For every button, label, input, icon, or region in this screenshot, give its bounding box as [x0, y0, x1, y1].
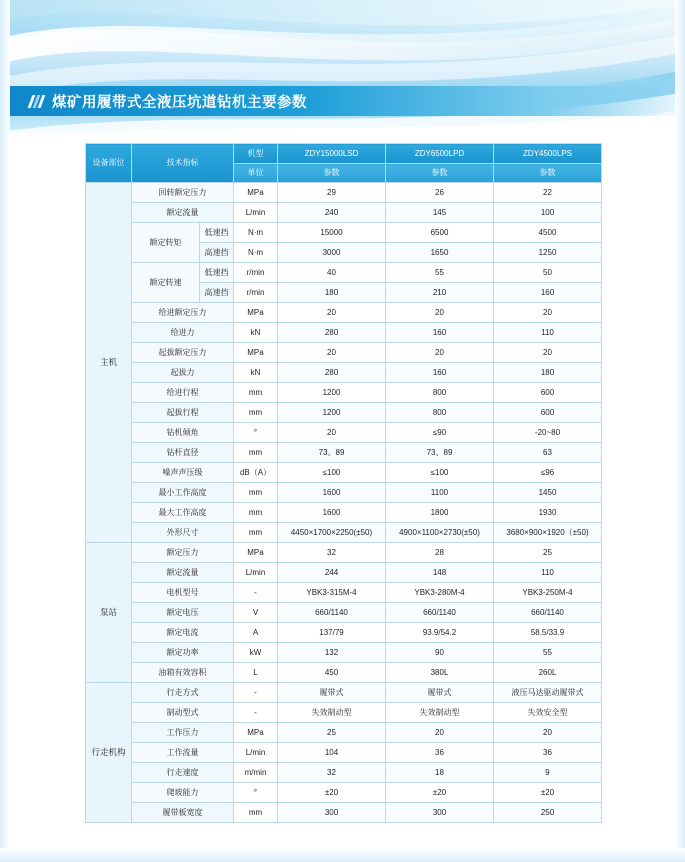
row-value-2: 36 [386, 743, 494, 763]
row-value-1: 3000 [278, 243, 386, 263]
row-label: 额定转速 [132, 263, 200, 303]
row-unit: r/min [234, 283, 278, 303]
row-value-3: 260L [494, 663, 602, 683]
row-unit: V [234, 603, 278, 623]
row-value-1: 244 [278, 563, 386, 583]
row-value-1: 300 [278, 803, 386, 823]
header-param-2: 参数 [386, 164, 494, 183]
row-value-3: 20 [494, 723, 602, 743]
row-value-1: 280 [278, 323, 386, 343]
row-value-3: 50 [494, 263, 602, 283]
row-unit: - [234, 703, 278, 723]
row-value-3: 110 [494, 323, 602, 343]
row-value-1: 450 [278, 663, 386, 683]
table-row [86, 343, 602, 363]
row-value-2: 履带式 [386, 683, 494, 703]
banner-waves [0, 0, 685, 140]
row-value-2: YBK3-280M-4 [386, 583, 494, 603]
row-unit: mm [234, 483, 278, 503]
row-label: 给进行程 [132, 383, 234, 403]
row-label: 制动型式 [132, 703, 234, 723]
row-unit: mm [234, 503, 278, 523]
row-unit: L/min [234, 203, 278, 223]
row-value-2: 800 [386, 383, 494, 403]
table-row [86, 663, 602, 683]
row-unit: r/min [234, 263, 278, 283]
table-body [86, 183, 602, 823]
table-row [86, 263, 602, 283]
row-unit: m/min [234, 763, 278, 783]
row-value-1: YBK3-315M-4 [278, 583, 386, 603]
row-value-3: ±20 [494, 783, 602, 803]
row-unit: A [234, 623, 278, 643]
row-value-3: 63 [494, 443, 602, 463]
row-label: 额定功率 [132, 643, 234, 663]
row-value-2: 93.9/54.2 [386, 623, 494, 643]
row-label: 最小工作高度 [132, 483, 234, 503]
row-value-2: 145 [386, 203, 494, 223]
table-row [86, 563, 602, 583]
row-unit: mm [234, 443, 278, 463]
row-value-3: 600 [494, 403, 602, 423]
page-edge-left [0, 0, 10, 862]
table-row [86, 323, 602, 343]
table-row [86, 503, 602, 523]
row-value-3: 20 [494, 343, 602, 363]
row-value-2: 1800 [386, 503, 494, 523]
row-value-2: 20 [386, 303, 494, 323]
row-value-1: 180 [278, 283, 386, 303]
row-label: 额定转矩 [132, 223, 200, 263]
table-row [86, 643, 602, 663]
table-row [86, 703, 602, 723]
row-value-1: 280 [278, 363, 386, 383]
row-value-3: 110 [494, 563, 602, 583]
row-value-3: 1450 [494, 483, 602, 503]
row-unit: mm [234, 803, 278, 823]
row-value-1: ±20 [278, 783, 386, 803]
row-value-2: 800 [386, 403, 494, 423]
row-unit: N·m [234, 243, 278, 263]
row-unit: MPa [234, 343, 278, 363]
row-label: 工作流量 [132, 743, 234, 763]
row-value-3: 失效安全型 [494, 703, 602, 723]
row-value-2: 4900×1100×2730(±50) [386, 523, 494, 543]
table-row [86, 403, 602, 423]
row-label: 最大工作高度 [132, 503, 234, 523]
row-unit: dB（A） [234, 463, 278, 483]
row-label: 起拔额定压力 [132, 343, 234, 363]
table-row [86, 203, 602, 223]
row-sublabel: 低速挡 [200, 223, 234, 243]
row-unit: kN [234, 363, 278, 383]
row-value-3: ≤96 [494, 463, 602, 483]
row-value-3: 液压马达驱动履带式 [494, 683, 602, 703]
row-unit: MPa [234, 543, 278, 563]
row-value-3: 100 [494, 203, 602, 223]
header-model: 机型 [234, 144, 278, 164]
page-edge-right [675, 0, 685, 862]
row-unit: ° [234, 423, 278, 443]
page-edge-bottom [0, 848, 685, 862]
row-value-3: 1930 [494, 503, 602, 523]
row-value-2: 18 [386, 763, 494, 783]
table-row [86, 423, 602, 443]
row-value-3: 660/1140 [494, 603, 602, 623]
slash-decoration-icon [30, 95, 43, 108]
table-row [86, 763, 602, 783]
row-value-1: 73、89 [278, 443, 386, 463]
row-label: 额定流量 [132, 203, 234, 223]
row-value-2: 26 [386, 183, 494, 203]
section-title-bar [0, 86, 685, 116]
table-row [86, 803, 602, 823]
header-part: 设备部位 [86, 144, 132, 183]
row-unit: L/min [234, 563, 278, 583]
table-row [86, 623, 602, 643]
row-value-1: 40 [278, 263, 386, 283]
spec-table-container [85, 143, 601, 823]
row-value-2: 6500 [386, 223, 494, 243]
table-row [86, 683, 602, 703]
row-value-2: ≤100 [386, 463, 494, 483]
row-value-3: 9 [494, 763, 602, 783]
row-label: 爬坡能力 [132, 783, 234, 803]
row-value-3: 36 [494, 743, 602, 763]
row-label: 钻机倾角 [132, 423, 234, 443]
row-label: 油箱有效容积 [132, 663, 234, 683]
row-unit: mm [234, 523, 278, 543]
row-label: 给进额定压力 [132, 303, 234, 323]
row-value-3: 4500 [494, 223, 602, 243]
row-sublabel: 高速挡 [200, 243, 234, 263]
row-value-3: 1250 [494, 243, 602, 263]
row-sublabel: 高速挡 [200, 283, 234, 303]
row-value-2: 210 [386, 283, 494, 303]
row-value-2: 20 [386, 343, 494, 363]
table-header [86, 144, 602, 183]
row-value-3: -20~80 [494, 423, 602, 443]
row-value-2: 380L [386, 663, 494, 683]
row-unit: kW [234, 643, 278, 663]
row-value-1: 4450×1700×2250(±50) [278, 523, 386, 543]
row-value-2: 160 [386, 323, 494, 343]
row-sublabel: 低速挡 [200, 263, 234, 283]
table-row [86, 183, 602, 203]
row-value-1: 履带式 [278, 683, 386, 703]
table-row [86, 543, 602, 563]
row-value-2: 148 [386, 563, 494, 583]
table-row [86, 783, 602, 803]
group-label: 主机 [86, 183, 132, 543]
row-value-2: 90 [386, 643, 494, 663]
row-value-1: 15000 [278, 223, 386, 243]
row-value-2: 28 [386, 543, 494, 563]
row-label: 钻杆直径 [132, 443, 234, 463]
row-unit: L [234, 663, 278, 683]
row-label: 额定电流 [132, 623, 234, 643]
row-unit: MPa [234, 303, 278, 323]
row-value-1: 29 [278, 183, 386, 203]
row-unit: kN [234, 323, 278, 343]
table-row [86, 723, 602, 743]
row-label: 起拔力 [132, 363, 234, 383]
group-label: 泵站 [86, 543, 132, 683]
row-value-3: 250 [494, 803, 602, 823]
row-value-1: 1200 [278, 403, 386, 423]
row-value-2: 300 [386, 803, 494, 823]
row-label: 起拔行程 [132, 403, 234, 423]
row-value-1: 失效制动型 [278, 703, 386, 723]
row-value-1: 32 [278, 543, 386, 563]
row-label: 电机型号 [132, 583, 234, 603]
row-value-2: ≤90 [386, 423, 494, 443]
row-value-1: 20 [278, 343, 386, 363]
spec-table [85, 143, 602, 823]
row-value-3: YBK3-250M-4 [494, 583, 602, 603]
table-row [86, 463, 602, 483]
row-label: 给进力 [132, 323, 234, 343]
row-unit: mm [234, 383, 278, 403]
row-value-1: 1200 [278, 383, 386, 403]
table-row [86, 383, 602, 403]
row-value-2: 73、89 [386, 443, 494, 463]
page-title: 煤矿用履带式全液压坑道钻机主要参数 [52, 94, 307, 111]
row-value-2: ±20 [386, 783, 494, 803]
row-value-3: 600 [494, 383, 602, 403]
row-unit: N·m [234, 223, 278, 243]
row-value-3: 180 [494, 363, 602, 383]
table-row [86, 303, 602, 323]
row-unit: - [234, 583, 278, 603]
header-index: 技术指标 [132, 144, 234, 183]
row-label: 工作压力 [132, 723, 234, 743]
row-value-1: 32 [278, 763, 386, 783]
row-value-1: 20 [278, 303, 386, 323]
row-value-1: 104 [278, 743, 386, 763]
row-value-2: 55 [386, 263, 494, 283]
group-label: 行走机构 [86, 683, 132, 823]
row-value-1: 137/79 [278, 623, 386, 643]
row-label: 回转额定压力 [132, 183, 234, 203]
row-value-3: 20 [494, 303, 602, 323]
row-value-3: 3680×900×1920（±50) [494, 523, 602, 543]
row-unit: MPa [234, 183, 278, 203]
row-value-2: 失效制动型 [386, 703, 494, 723]
row-label: 外形尺寸 [132, 523, 234, 543]
row-value-2: 20 [386, 723, 494, 743]
row-value-2: 1650 [386, 243, 494, 263]
row-label: 额定压力 [132, 543, 234, 563]
row-label: 额定流量 [132, 563, 234, 583]
header-model-1: ZDY15000LSD [278, 144, 386, 164]
header-param-3: 参数 [494, 164, 602, 183]
row-unit: mm [234, 403, 278, 423]
row-value-2: 1100 [386, 483, 494, 503]
row-value-1: 20 [278, 423, 386, 443]
row-value-1: ≤100 [278, 463, 386, 483]
row-value-3: 22 [494, 183, 602, 203]
row-label: 额定电压 [132, 603, 234, 623]
table-row [86, 523, 602, 543]
row-value-1: 1600 [278, 503, 386, 523]
header-unit: 单位 [234, 164, 278, 183]
row-value-3: 58.5/33.9 [494, 623, 602, 643]
row-value-1: 240 [278, 203, 386, 223]
header-model-2: ZDY6500LPD [386, 144, 494, 164]
row-unit: L/min [234, 743, 278, 763]
table-row [86, 443, 602, 463]
row-unit: - [234, 683, 278, 703]
table-row [86, 603, 602, 623]
row-value-1: 132 [278, 643, 386, 663]
row-unit: MPa [234, 723, 278, 743]
row-value-1: 1600 [278, 483, 386, 503]
table-row [86, 363, 602, 383]
row-label: 行走方式 [132, 683, 234, 703]
row-value-2: 160 [386, 363, 494, 383]
row-label: 行走速度 [132, 763, 234, 783]
row-value-3: 160 [494, 283, 602, 303]
table-row [86, 483, 602, 503]
table-row [86, 583, 602, 603]
header-banner [0, 0, 685, 140]
row-label: 噪声声压级 [132, 463, 234, 483]
header-model-3: ZDY4500LPS [494, 144, 602, 164]
table-row [86, 743, 602, 763]
row-value-1: 660/1140 [278, 603, 386, 623]
header-param-1: 参数 [278, 164, 386, 183]
row-value-3: 55 [494, 643, 602, 663]
row-value-1: 25 [278, 723, 386, 743]
row-value-2: 660/1140 [386, 603, 494, 623]
row-label: 履带板宽度 [132, 803, 234, 823]
row-value-3: 25 [494, 543, 602, 563]
table-row [86, 223, 602, 243]
row-unit: ° [234, 783, 278, 803]
